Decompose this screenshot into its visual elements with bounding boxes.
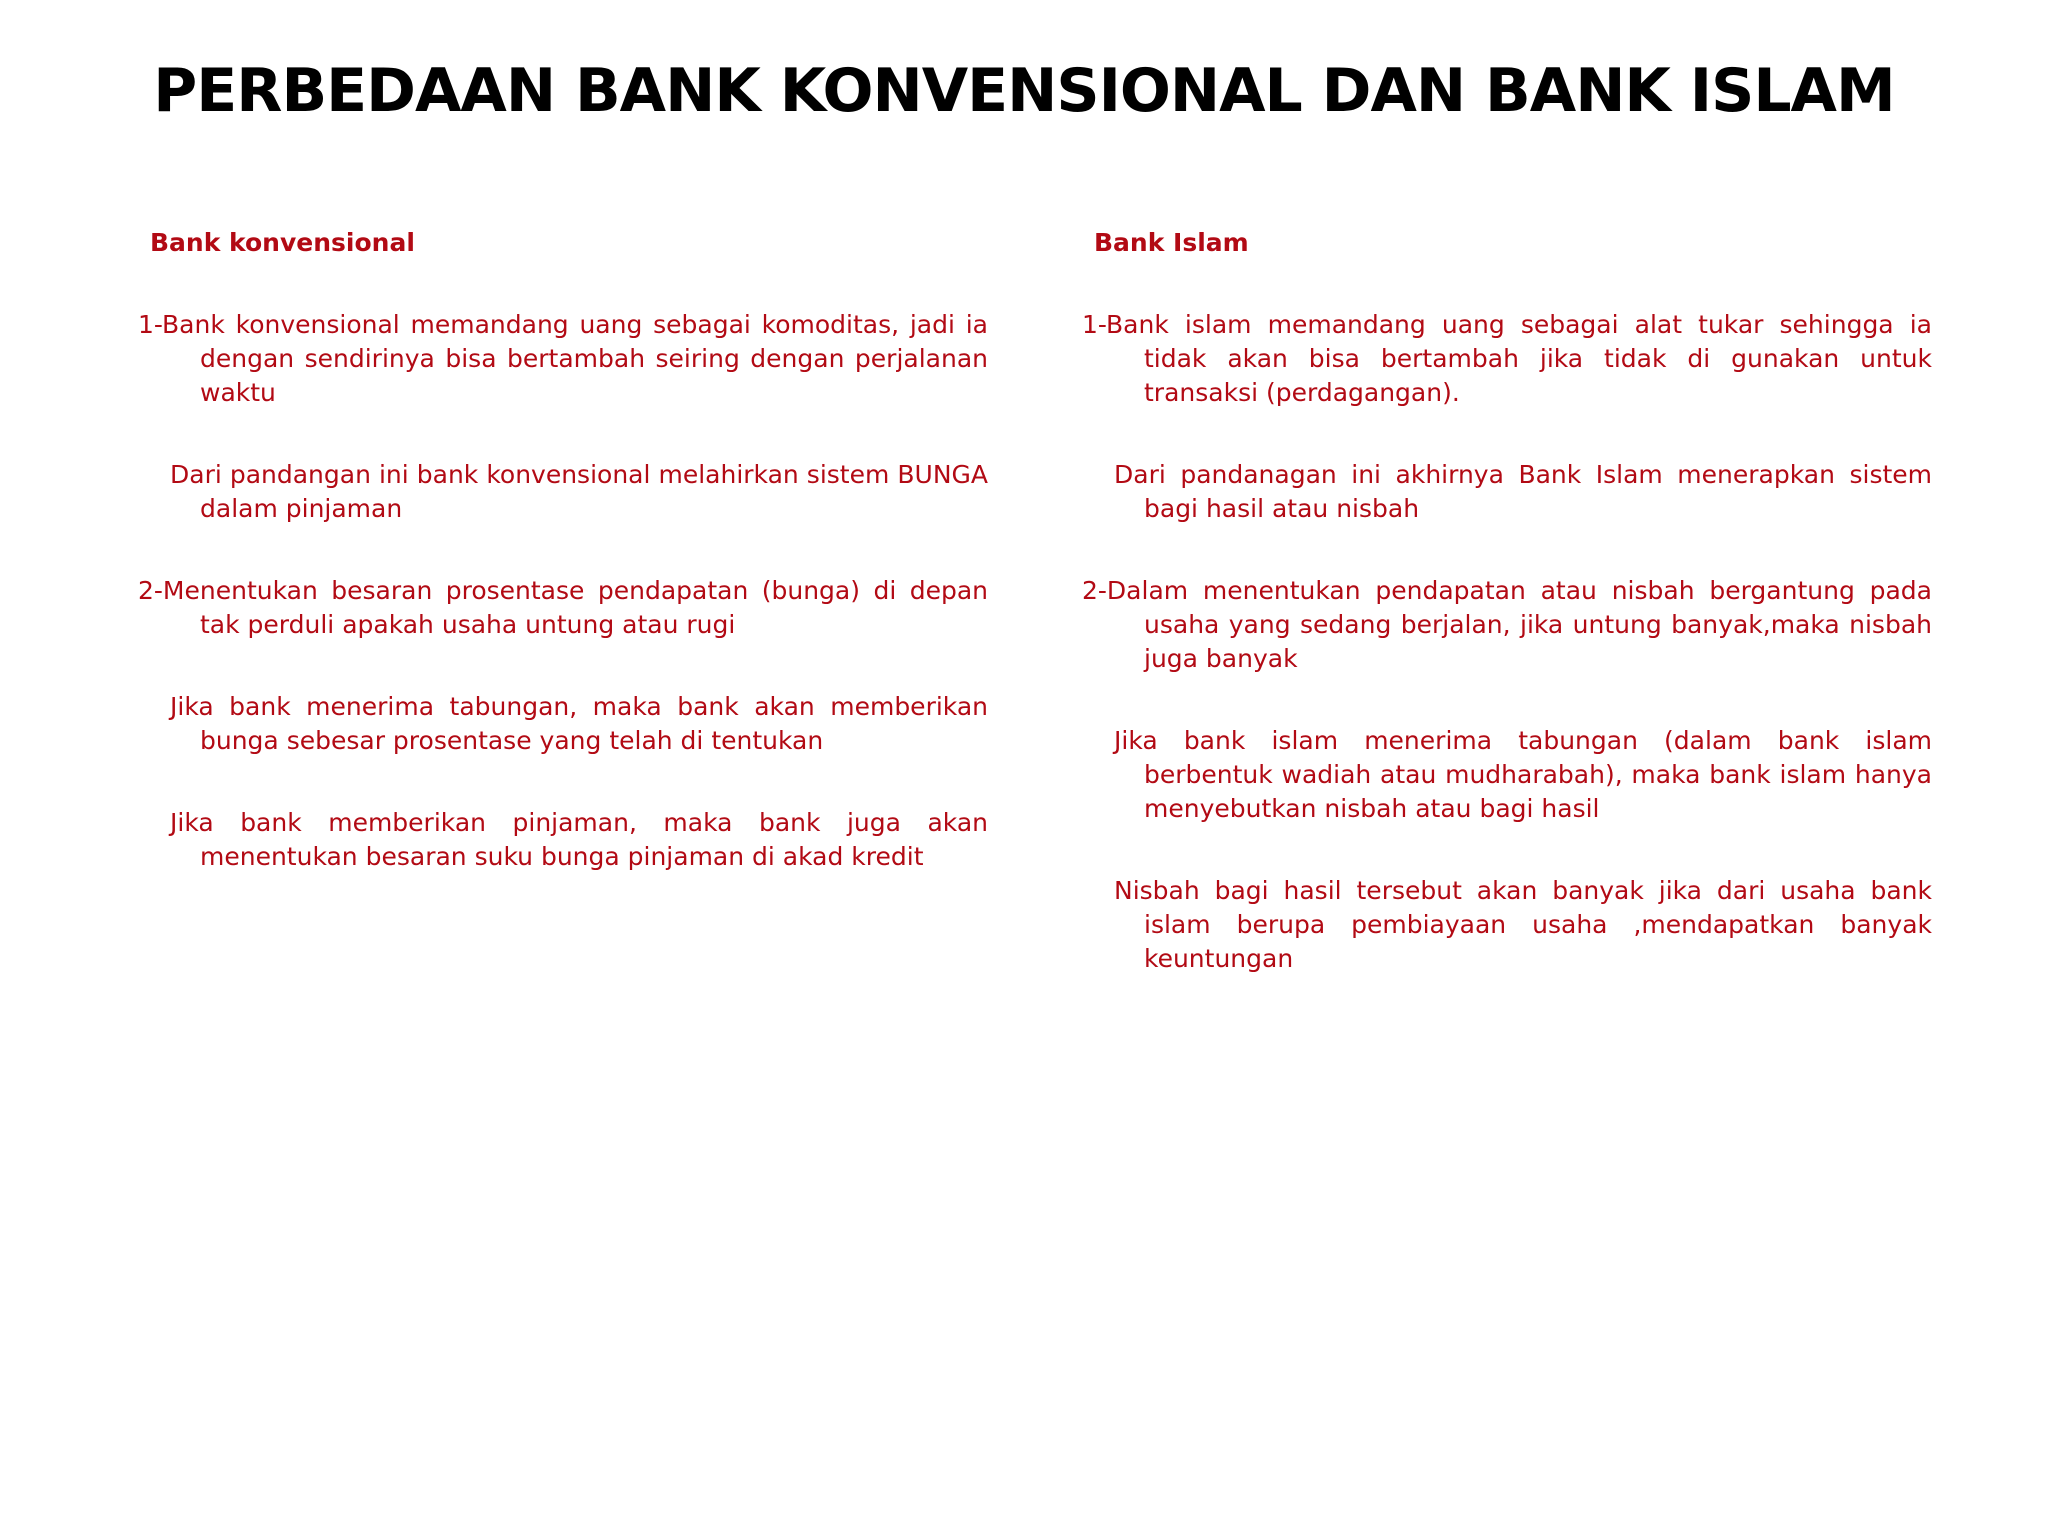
islamic-bank-heading: Bank Islam [1094, 228, 1249, 257]
islamic-point-1: 1-Bank islam memandang uang sebagai alat tukar sehingga ia tidak akan bisa bertambah jika tidak di gunakan untuk transaksi (perdagangan). [1082, 310, 1932, 407]
conventional-point-1-detail: Dari pandangan ini bank konvensional melahirkan sistem BUNGA dalam pinjaman [170, 460, 988, 523]
islamic-point-1-detail: Dari pandanagan ini akhirnya Bank Islam menerapkan sistem bagi hasil atau nisbah [1114, 460, 1932, 523]
conventional-point-2-savings: Jika bank menerima tabungan, maka bank akan memberikan bunga sebesar prosentase yang telah di tentukan [170, 692, 988, 755]
islamic-point-2-savings: Jika bank islam menerima tabungan (dalam bank islam berbentuk wadiah atau mudharabah), maka bank islam hanya menyebutkan nisbah atau bagi hasil [1114, 726, 1932, 823]
conventional-point-1: 1-Bank konvensional memandang uang sebagai komoditas, jadi ia dengan sendirinya bisa bertambah seiring dengan perjalanan waktu [138, 310, 988, 407]
page-title: PERBEDAAN BANK KONVENSIONAL DAN BANK ISLAM [153, 56, 1895, 126]
islamic-point-2-profit: Nisbah bagi hasil tersebut akan banyak jika dari usaha bank islam berupa pembiayaan usaha ,mendapatkan banyak keuntungan [1114, 876, 1932, 973]
conventional-bank-heading: Bank konvensional [150, 228, 415, 257]
conventional-point-2-loans: Jika bank memberikan pinjaman, maka bank juga akan menentukan besaran suku bunga pinjaman di akad kredit [170, 808, 988, 871]
islamic-point-2: 2-Dalam menentukan pendapatan atau nisbah bergantung pada usaha yang sedang berjalan, jika untung banyak,maka nisbah juga banyak [1082, 576, 1932, 673]
islamic-bank-column [1082, 226, 1932, 976]
conventional-point-2: 2-Menentukan besaran prosentase pendapatan (bunga) di depan tak perduli apakah usaha untung atau rugi [138, 576, 988, 639]
conventional-bank-column [138, 226, 988, 874]
